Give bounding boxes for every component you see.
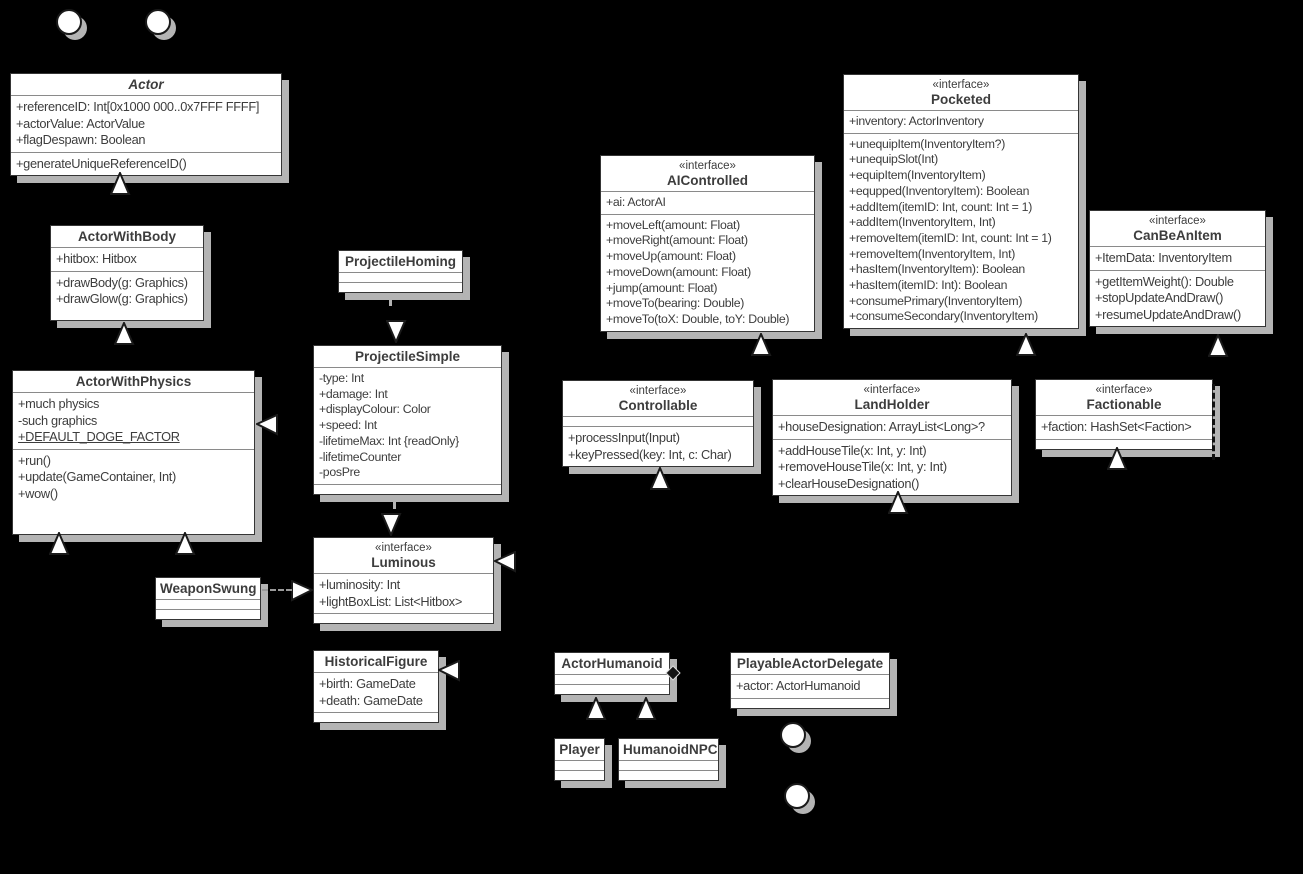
class-name: Factionable xyxy=(1086,397,1162,412)
uml-class-projectile-simple[interactable] xyxy=(313,345,502,495)
uml-class-luminous[interactable] xyxy=(313,537,494,624)
operation: +moveLeft(amount: Float) xyxy=(606,217,740,232)
stereotype-label: «interface» xyxy=(1095,384,1153,396)
uml-class-pocketed[interactable] xyxy=(843,74,1079,329)
attributes-compartment xyxy=(314,672,438,712)
class-name: HistoricalFigure xyxy=(324,654,428,669)
class-title xyxy=(13,371,254,392)
attributes-compartment xyxy=(314,573,493,613)
generalization-arrowhead xyxy=(586,697,608,720)
operations-compartment xyxy=(11,152,281,176)
attribute: +speed: Int xyxy=(319,418,377,433)
line-shadow-stub xyxy=(393,497,396,509)
class-name: ActorWithPhysics xyxy=(75,374,192,389)
uml-class-player[interactable] xyxy=(554,738,605,781)
operations-compartment xyxy=(619,770,718,780)
interface-lollipop-icon xyxy=(144,8,180,44)
operation: +equpped(InventoryItem): Boolean xyxy=(849,183,1030,198)
attributes-compartment xyxy=(555,760,604,770)
operation: +drawGlow(g: Graphics) xyxy=(56,291,188,306)
class-name: Luminous xyxy=(371,555,436,570)
uml-class-weapon-swung[interactable] xyxy=(155,577,261,620)
attribute: +damage: Int xyxy=(319,386,388,401)
class-title xyxy=(731,653,889,674)
generalization-arrowhead xyxy=(751,333,773,356)
attributes-compartment xyxy=(314,367,501,484)
operation: +addItem(InventoryItem, Int) xyxy=(849,215,996,230)
attribute: +houseDesignation: ArrayList<Long>? xyxy=(778,419,985,434)
stereotype-label: «interface» xyxy=(1149,215,1206,227)
generalization-arrowhead xyxy=(386,320,408,343)
operation: +consumeSecondary(InventoryItem) xyxy=(849,309,1038,324)
attributes-compartment xyxy=(339,272,462,282)
class-name: PlayableActorDelegate xyxy=(736,656,884,671)
attributes-compartment xyxy=(13,392,254,449)
operation: +getItemWeight(): Double xyxy=(1095,273,1234,289)
class-title xyxy=(314,651,438,672)
operations-compartment xyxy=(314,484,501,494)
operation: +generateUniqueReferenceID() xyxy=(16,155,187,171)
operation: +moveRight(amount: Float) xyxy=(606,233,748,248)
operation: +wow() xyxy=(18,485,58,501)
operation: +moveTo(toX: Double, toY: Double) xyxy=(606,311,790,326)
class-title xyxy=(601,156,814,191)
attribute: -lifetimeMax: Int {readOnly} xyxy=(319,433,459,448)
attribute: +actorValue: ActorValue xyxy=(16,115,145,131)
attributes-compartment xyxy=(731,674,889,698)
interface-lollipop-icon xyxy=(783,782,819,818)
uml-class-historical-figure[interactable] xyxy=(313,650,439,723)
class-name: AIControlled xyxy=(667,173,748,188)
uml-class-land-holder[interactable] xyxy=(772,379,1012,496)
attribute: +birth: GameDate xyxy=(319,676,416,691)
attributes-compartment xyxy=(601,191,814,214)
composition-diamond xyxy=(664,665,682,681)
operation: +moveTo(bearing: Double) xyxy=(606,296,745,311)
attributes-compartment xyxy=(1090,246,1265,270)
attributes-compartment xyxy=(11,95,281,152)
attribute: +ItemData: InventoryItem xyxy=(1095,250,1232,265)
operation: +removeHouseTile(x: Int, y: Int) xyxy=(778,459,947,474)
attribute: +referenceID: Int[0x1000 000..0x7FFF FFFF] xyxy=(16,99,260,114)
attribute: +flagDespawn: Boolean xyxy=(16,132,146,147)
generalization-arrowhead xyxy=(381,513,403,536)
operation: +removeItem(InventoryItem, Int) xyxy=(849,246,1015,261)
operation: +addItem(itemID: Int, count: Int = 1) xyxy=(849,199,1033,214)
generalization-arrowhead xyxy=(494,551,516,574)
class-title xyxy=(156,578,260,599)
operation: +unequipItem(InventoryItem?) xyxy=(849,136,1005,151)
generalization-arrowhead xyxy=(1208,334,1230,357)
operation: +removeItem(itemID: Int, count: Int = 1) xyxy=(849,230,1052,245)
operations-compartment xyxy=(844,133,1078,328)
class-name: ProjectileHoming xyxy=(344,254,457,269)
class-title xyxy=(339,251,462,272)
operation: +equipItem(InventoryItem) xyxy=(849,168,986,183)
generalization-arrowhead xyxy=(49,532,71,555)
uml-class-humanoid-npc[interactable] xyxy=(618,738,719,781)
operation: +addHouseTile(x: Int, y: Int) xyxy=(778,442,927,458)
attributes-compartment xyxy=(844,110,1078,133)
stereotype-label: «interface» xyxy=(932,79,990,91)
uml-class-ai-controlled[interactable] xyxy=(600,155,815,332)
class-name: LandHolder xyxy=(854,397,930,412)
attribute: +ai: ActorAI xyxy=(606,195,666,209)
uml-class-actor[interactable] xyxy=(10,73,282,176)
class-title xyxy=(844,75,1078,110)
class-title xyxy=(555,653,669,674)
class-name: WeaponSwung xyxy=(160,581,257,596)
operations-compartment xyxy=(1090,270,1265,327)
attributes-compartment xyxy=(773,415,1011,439)
uml-class-playable-actor-delegate[interactable] xyxy=(730,652,890,709)
uml-class-projectile-homing[interactable] xyxy=(338,250,463,293)
stereotype-label: «interface» xyxy=(629,385,687,397)
operation: +hasItem(InventoryItem): Boolean xyxy=(849,262,1025,277)
class-title xyxy=(1090,211,1265,246)
attribute: +DEFAULT_DOGE_FACTOR xyxy=(18,429,180,444)
operations-compartment xyxy=(563,426,753,466)
class-title xyxy=(773,380,1011,415)
uml-class-factionable[interactable] xyxy=(1035,379,1213,450)
generalization-arrowhead xyxy=(256,414,278,437)
interface-lollipop-icon xyxy=(55,8,91,44)
class-title xyxy=(619,739,718,760)
attribute: +much physics xyxy=(18,396,100,411)
stereotype-label: «interface» xyxy=(375,542,432,554)
operation: +keyPressed(key: Int, c: Char) xyxy=(568,446,732,462)
attribute: +hitbox: Hitbox xyxy=(56,251,137,266)
operation: +clearHouseDesignation() xyxy=(778,475,920,491)
class-name: Pocketed xyxy=(930,92,992,107)
realization-dashed-line xyxy=(262,589,292,591)
class-name: Actor xyxy=(128,77,164,92)
stereotype-label: «interface» xyxy=(679,160,736,172)
attribute: +actor: ActorHumanoid xyxy=(736,678,861,693)
class-title xyxy=(563,381,753,416)
class-title xyxy=(314,346,501,367)
operation: +run() xyxy=(18,452,51,468)
line-shadow-stub xyxy=(389,295,392,306)
attribute: -such graphics xyxy=(18,412,98,428)
operation: +unequipSlot(Int) xyxy=(849,152,938,167)
operations-compartment xyxy=(314,712,438,722)
class-name: ProjectileSimple xyxy=(354,349,461,364)
operations-compartment xyxy=(13,449,254,534)
class-title xyxy=(51,226,203,247)
operation: +resumeUpdateAndDraw() xyxy=(1095,306,1241,322)
uml-class-actor-with-physics[interactable] xyxy=(12,370,255,535)
operation: +drawBody(g: Graphics) xyxy=(56,274,188,290)
operation: +consumePrimary(InventoryItem) xyxy=(849,293,1023,308)
operations-compartment xyxy=(773,439,1011,496)
class-name: Player xyxy=(559,742,600,757)
class-name: HumanoidNPC xyxy=(623,742,718,757)
attribute: -lifetimeCounter xyxy=(319,449,401,464)
operation: +update(GameContainer, Int) xyxy=(18,469,177,484)
operations-compartment xyxy=(601,214,814,331)
operation: +moveUp(amount: Float) xyxy=(606,249,736,264)
attribute: -posPre xyxy=(319,465,360,480)
generalization-arrowhead xyxy=(1016,333,1038,356)
attribute: +death: GameDate xyxy=(319,692,423,708)
generalization-arrowhead xyxy=(175,532,197,555)
generalization-arrowhead xyxy=(650,467,672,490)
generalization-arrowhead xyxy=(114,322,136,345)
operations-compartment xyxy=(51,271,203,320)
class-name: CanBeAnItem xyxy=(1133,228,1222,243)
attributes-compartment xyxy=(1036,415,1212,439)
uml-class-controllable[interactable] xyxy=(562,380,754,467)
operations-compartment xyxy=(314,613,493,623)
attributes-compartment xyxy=(563,416,753,426)
operation: +moveDown(amount: Float) xyxy=(606,264,751,279)
class-title xyxy=(314,538,493,573)
attribute: -type: Int xyxy=(319,371,364,385)
generalization-arrowhead xyxy=(110,172,132,195)
operations-compartment xyxy=(156,609,260,619)
operation: +jump(amount: Float) xyxy=(606,280,718,295)
generalization-arrowhead xyxy=(438,660,460,683)
generalization-arrowhead xyxy=(291,580,313,603)
uml-class-actor-with-body[interactable] xyxy=(50,225,204,321)
class-title xyxy=(1036,380,1212,415)
attribute: +inventory: ActorInventory xyxy=(849,114,984,128)
operations-compartment xyxy=(555,684,669,694)
attribute: +lightBoxList: List<Hitbox> xyxy=(319,593,463,609)
operation: +hasItem(itemID: Int): Boolean xyxy=(849,278,1008,293)
realization-dashed-line xyxy=(1212,384,1215,460)
operations-compartment xyxy=(339,282,462,292)
attributes-compartment xyxy=(555,674,669,684)
class-name: ActorHumanoid xyxy=(561,656,663,671)
attributes-compartment xyxy=(51,247,203,271)
class-name: Controllable xyxy=(618,398,698,413)
attributes-compartment xyxy=(156,599,260,609)
class-title xyxy=(555,739,604,760)
operation: +stopUpdateAndDraw() xyxy=(1095,290,1224,305)
attribute: +luminosity: Int xyxy=(319,577,400,592)
class-name: ActorWithBody xyxy=(77,229,177,244)
generalization-arrowhead xyxy=(636,697,658,720)
operation: +processInput(Input) xyxy=(568,430,680,445)
uml-class-can-be-an-item[interactable] xyxy=(1089,210,1266,327)
operations-compartment xyxy=(731,698,889,708)
class-title xyxy=(11,74,281,95)
generalization-arrowhead xyxy=(1107,447,1129,470)
uml-class-actor-humanoid[interactable] xyxy=(554,652,670,695)
operations-compartment xyxy=(555,770,604,780)
attributes-compartment xyxy=(619,760,718,770)
generalization-arrowhead xyxy=(888,491,910,514)
attribute: +displayColour: Color xyxy=(319,402,431,417)
attribute: +faction: HashSet<Faction> xyxy=(1041,419,1192,434)
interface-lollipop-icon xyxy=(779,721,815,757)
stereotype-label: «interface» xyxy=(863,384,921,396)
